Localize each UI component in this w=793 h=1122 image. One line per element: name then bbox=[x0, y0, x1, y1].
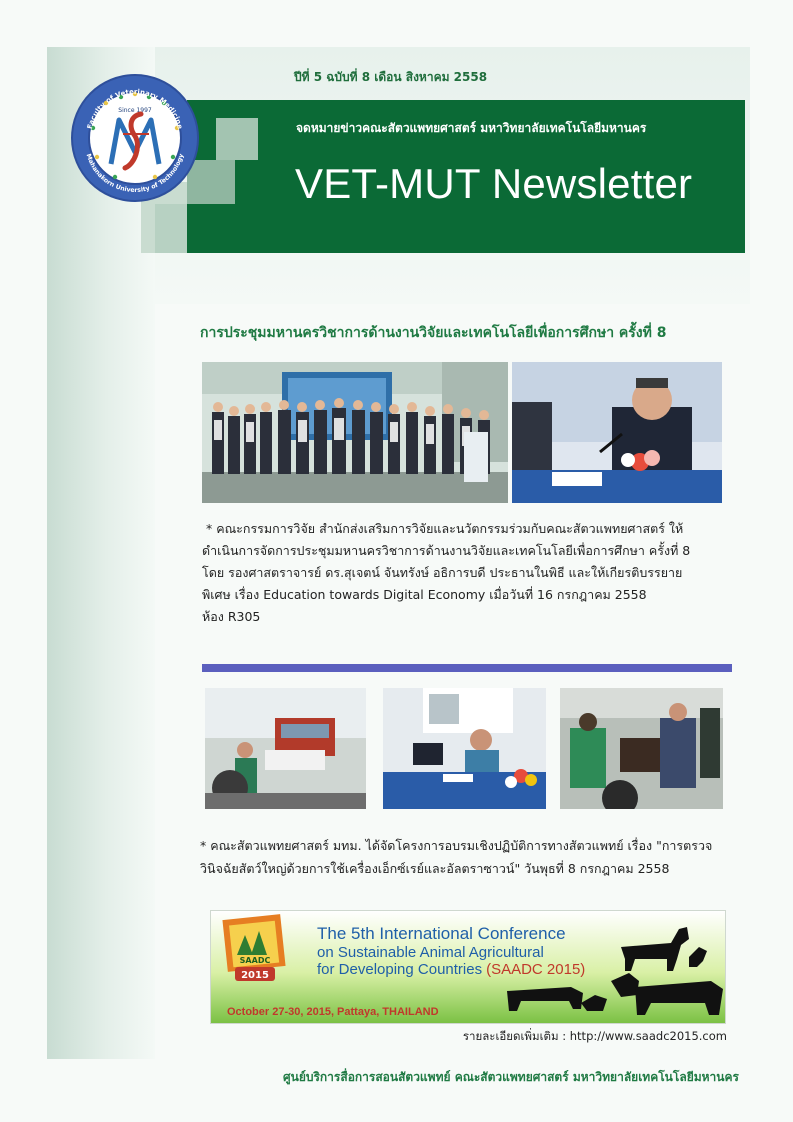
newsletter-title: VET-MUT Newsletter bbox=[295, 160, 693, 207]
article-heading: การประชุมมหานครวิชาการด้านงานวิจัยและเทคโนโลยีเพื่อการศึกษา ครั้งที่ 8 bbox=[200, 325, 667, 341]
issue-info: ปีที่ 5 ฉบับที่ 8 เดือน สิงหาคม 2558 bbox=[294, 70, 488, 84]
article1-line: ดำเนินการจัดการประชุมมหานครวิชาการด้านงานวิจัยและเทคโนโลยีเพื่อการศึกษา ครั้งที่ 8 bbox=[202, 543, 691, 558]
conference-banner bbox=[210, 910, 726, 1024]
decor-square bbox=[155, 204, 187, 253]
workshop-photo-1 bbox=[205, 688, 366, 809]
logo-ring-top-text: Faculty of Veterinary Medicine bbox=[85, 87, 185, 130]
more-info-link[interactable]: รายละเอียดเพิ่มเติม : http://www.saadc2015.com bbox=[462, 1029, 727, 1043]
article2-text bbox=[200, 834, 740, 880]
banner-line-1: The 5th International Conference bbox=[317, 924, 566, 943]
banner-line-2: on Sustainable Animal Agricultural bbox=[317, 944, 544, 961]
section-divider bbox=[202, 664, 732, 672]
faculty-logo bbox=[69, 72, 201, 204]
banner-date-place: October 27-30, 2015, Pattaya, THAILAND bbox=[227, 1006, 439, 1018]
article2-line: * คณะสัตวแพทยศาสตร์ มทม. ได้จัดโครงการอบรมเชิงปฏิบัติการทางสัตวแพทย์ เรื่อง "การตรวจ bbox=[200, 838, 713, 853]
workshop-photo-3 bbox=[560, 688, 723, 809]
saadc-badge-year: 2015 bbox=[241, 970, 269, 981]
workshop-photo-2 bbox=[383, 688, 546, 809]
article1-line: * คณะกรรมการวิจัย สำนักส่งเสริมการวิจัยและนวัตกรรมร่วมกับคณะสัตวแพทยศาสตร์ ให้ bbox=[206, 521, 684, 536]
article1-line: พิเศษ เรื่อง Education towards Digital Economy เมื่อวันที่ 16 กรกฎาคม 2558 bbox=[202, 587, 647, 602]
logo-since-text: Since 1997 bbox=[118, 107, 152, 114]
decor-square bbox=[216, 118, 258, 160]
footer-text: ศูนย์บริการสื่อการสอนสัตวแพทย์ คณะสัตวแพทยศาสตร์ มหาวิทยาลัยเทคโนโลยีมหานคร bbox=[283, 1070, 739, 1084]
logo-ring-bottom-text: Mahanakorn University of Technology bbox=[84, 152, 186, 195]
article2-line: วินิจฉัยสัตว์ใหญ่ด้วยการใช้เครื่องเอ็กซ์เรย์และอัลตราซาวน์" วันพุธที่ 8 กรกฎาคม 2558 bbox=[200, 861, 670, 876]
article1-line: โดย รองศาสตราจารย์ ดร.สุเจตน์ จันทรังษ์ อธิการบดี ประธานในพิธี และให้เกียรติบรรยาย bbox=[202, 565, 683, 580]
article1-text bbox=[202, 518, 724, 628]
newsletter-subtitle: จดหมายข่าวคณะสัตวแพทยศาสตร์ มหาวิทยาลัยเทคโนโลยีมหานคร bbox=[296, 121, 647, 135]
speaker-photo bbox=[512, 362, 722, 503]
saadc-badge-text: SAADC bbox=[239, 956, 271, 965]
article1-line: ห้อง R305 bbox=[202, 609, 261, 624]
group-photo bbox=[202, 362, 508, 503]
banner-line-3: for Developing Countries (SAADC 2015) bbox=[317, 961, 586, 978]
